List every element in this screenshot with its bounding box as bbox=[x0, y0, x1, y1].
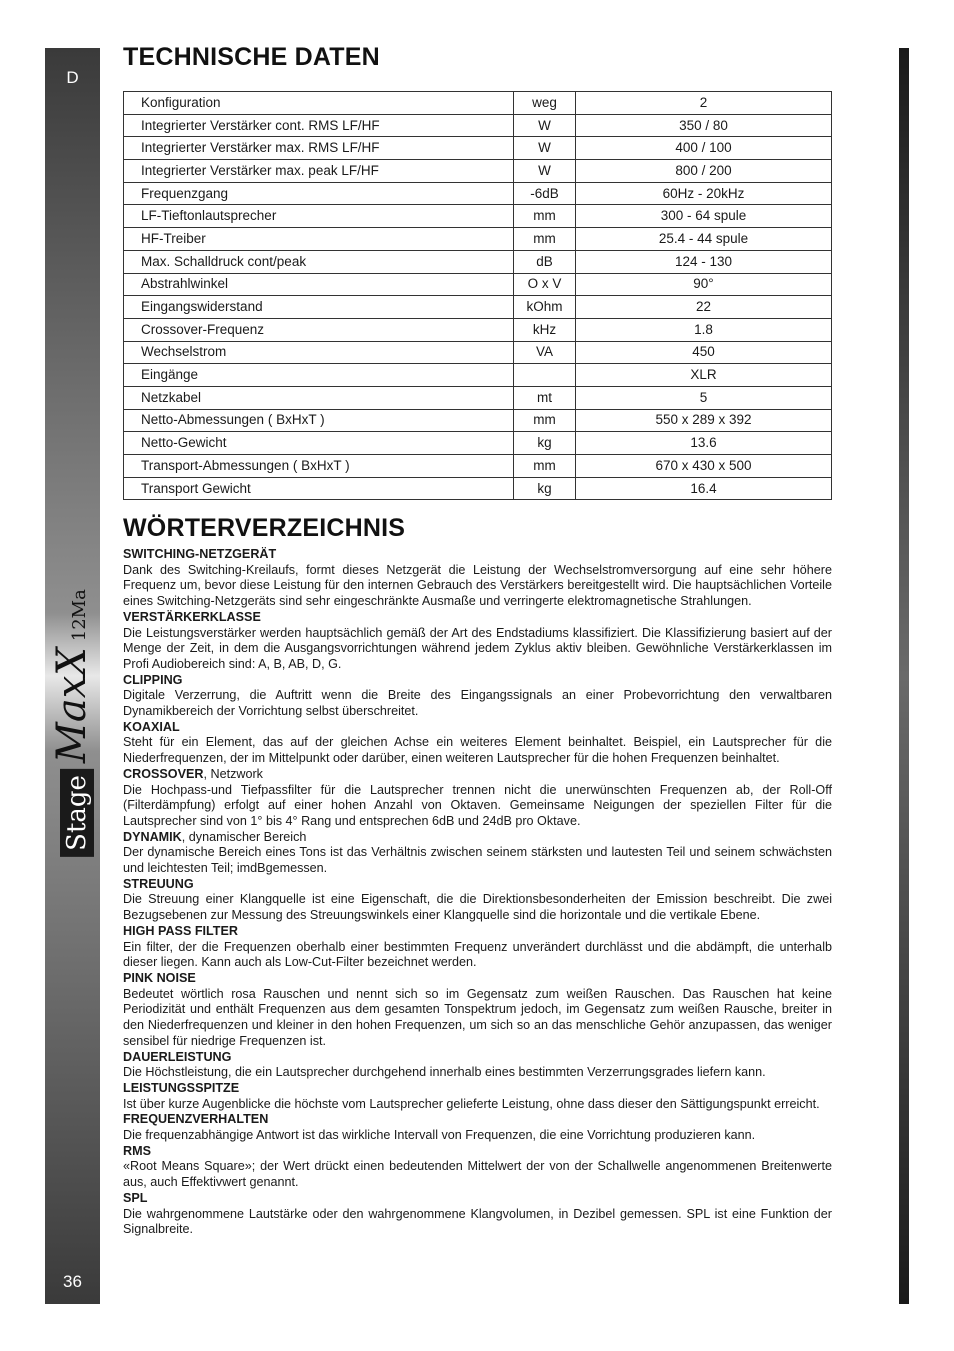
spec-param: LF-Tieftonlautsprecher bbox=[124, 205, 514, 228]
glossary-definition: Ist über kurze Augenblicke die höchste vom Lautsprecher gelieferte Leistung, ohne dass dieser den Sättigungspunkt erreicht. bbox=[123, 1096, 820, 1111]
glossary-entry bbox=[123, 1112, 832, 1143]
spec-value: 2 bbox=[576, 92, 832, 115]
glossary-term: DYNAMIK bbox=[123, 829, 182, 844]
brand-stage: Stage bbox=[60, 769, 94, 857]
glossary-definition: Die wahrgenommene Lautstärke oder den wahrgenommene Klangvolumen, in Dezibel gemessen. SPL ist eine Funktion der Signalbreite. bbox=[123, 1206, 832, 1237]
spec-row bbox=[124, 409, 832, 432]
spec-row bbox=[124, 250, 832, 273]
glossary-entry bbox=[123, 877, 832, 924]
spec-param: Netzkabel bbox=[124, 386, 514, 409]
glossary-definition: Die Streuung einer Klangquelle ist eine Eigenschaft, die die Direktionsbesonderheiten der Emission beschreibt. Die zwei Bezugsebenen zur Messung des Streuungswinkels einer Klangquelle sind die horizontale und die vertikale Ebene. bbox=[123, 892, 832, 923]
spec-unit: W bbox=[514, 114, 576, 137]
spec-param: Max. Schalldruck cont/peak bbox=[124, 250, 514, 273]
glossary-term: SPL bbox=[123, 1190, 148, 1205]
side-band bbox=[45, 48, 100, 1304]
spec-param: Netto-Abmessungen ( BxHxT ) bbox=[124, 409, 514, 432]
glossary-definition: Der dynamische Bereich eines Tons ist das Verhältnis zwischen seinem stärksten und lautesten Teil und seinem schwächsten und leichtesten Teil; imdBgemessen. bbox=[123, 845, 832, 876]
spec-value: 90° bbox=[576, 273, 832, 296]
spec-param: Integrierter Verstärker max. RMS LF/HF bbox=[124, 137, 514, 160]
spec-row bbox=[124, 386, 832, 409]
spec-value: 60Hz - 20kHz bbox=[576, 182, 832, 205]
spec-param: Eingangswiderstand bbox=[124, 296, 514, 319]
brand-logo bbox=[49, 589, 97, 851]
spec-value: 670 x 430 x 500 bbox=[576, 455, 832, 478]
spec-row bbox=[124, 205, 832, 228]
spec-unit bbox=[514, 364, 576, 387]
glossary-heading bbox=[123, 767, 832, 783]
glossary-heading bbox=[123, 1191, 832, 1207]
glossary-entry bbox=[123, 1081, 832, 1112]
specs-title: TECHNISCHE DATEN bbox=[123, 43, 380, 71]
glossary-term: DAUERLEISTUNG bbox=[123, 1049, 232, 1064]
specs-table bbox=[123, 91, 832, 500]
spec-unit: kg bbox=[514, 432, 576, 455]
glossary-definition: Digitale Verzerrung, die Auftritt wenn die Breite des Eingangssignals an einer Probevorrichtung den verwaltbaren Dynamikbereich der Vorrichtung selbst überschreitet. bbox=[123, 688, 832, 719]
glossary-entry bbox=[123, 1144, 832, 1191]
glossary-definition: «Root Means Square»; der Wert drückt einen bedeutenden Mittelwert der von der Schallwelle angenommenen Breitenwerte aus, auch Effektivwert genannt. bbox=[123, 1159, 832, 1190]
glossary-term-extra: , Netzwork bbox=[203, 766, 263, 781]
spec-value: 13.6 bbox=[576, 432, 832, 455]
glossary-entry bbox=[123, 610, 832, 673]
glossary-heading bbox=[123, 877, 832, 893]
spec-row bbox=[124, 477, 832, 500]
glossary-heading bbox=[123, 971, 832, 987]
spec-param: Crossover-Frequenz bbox=[124, 318, 514, 341]
glossary-entry bbox=[123, 830, 832, 877]
glossary-definition: Die Höchstleistung, die ein Lautsprecher durchgehend innerhalb eines bestimmten Verzerrungsgrades liefern kann. bbox=[123, 1065, 766, 1080]
glossary-term-extra: , dynamischer Bereich bbox=[181, 829, 307, 844]
glossary-term: CROSSOVER bbox=[123, 766, 204, 781]
spec-row bbox=[124, 137, 832, 160]
spec-value: 1.8 bbox=[576, 318, 832, 341]
glossary-term: SWITCHING-NETZGERÄT bbox=[123, 547, 277, 561]
spec-param: Wechselstrom bbox=[124, 341, 514, 364]
spec-unit: mt bbox=[514, 386, 576, 409]
glossary-definition: Steht für ein Element, das auf der gleichen Achse ein weiteres Element beinhaltet. Beispiel, ein Lautsprecher für die Niederfrequenzen, der im Mittelpunkt oder darüber, einen weiteren Lautsprecher für die hohen Frequenzen beinhaltet. bbox=[123, 735, 832, 766]
spec-unit: W bbox=[514, 160, 576, 183]
glossary-heading bbox=[123, 1112, 832, 1128]
glossary-entry bbox=[123, 924, 832, 971]
glossary-entry bbox=[123, 720, 832, 767]
spec-row bbox=[124, 455, 832, 478]
glossary-heading bbox=[123, 547, 832, 563]
glossary-entry bbox=[123, 1191, 832, 1238]
glossary-definition: Dank des Switching-Kreilaufs, formt dieses Netzgerät die Leistung der Wechselstromversorgung auf eine sehr höhere Frequenz um, bevor diese Leistung für den internen Gebrauch des Verstärkers bereitgestellt wird. Die hauptsächlichen Vorteile eines Switching-Netzgeräts sind sehr eingeschränkte Ausmaße und verringerte elektromagnetische Strahlungen. bbox=[123, 562, 832, 609]
spec-param: HF-Treiber bbox=[124, 228, 514, 251]
spec-row bbox=[124, 273, 832, 296]
spec-param: Transport-Abmessungen ( BxHxT ) bbox=[124, 455, 514, 478]
spec-unit: VA bbox=[514, 341, 576, 364]
spec-value: 450 bbox=[576, 341, 832, 364]
spec-param: Integrierter Verstärker max. peak LF/HF bbox=[124, 160, 514, 183]
spec-unit: mm bbox=[514, 455, 576, 478]
glossary-term: STREUUNG bbox=[123, 876, 194, 891]
spec-row bbox=[124, 92, 832, 115]
glossary-heading bbox=[123, 1050, 832, 1066]
spec-value: 5 bbox=[576, 386, 832, 409]
glossary-definition: Bedeutet wörtlich rosa Rauschen und nennt sich so im Gegensatz zum weißen Rauschen. Das Rauschen hat keine Periodizität und enthält Frequenzen aus dem gesamten Tonspektrum jedoch, im Gegensatz zum weißen Rausche, breiter in den Niederfrequenzen und kleiner in den hohen Frequenzen, um sich so an das menschliche Gehör anzupassen, das weniger sensibel für niedrige Frequenzen ist. bbox=[123, 986, 832, 1048]
glossary-entry bbox=[123, 547, 832, 610]
spec-param: Abstrahlwinkel bbox=[124, 273, 514, 296]
spec-value: 124 - 130 bbox=[576, 250, 832, 273]
spec-value: 400 / 100 bbox=[576, 137, 832, 160]
spec-unit: mm bbox=[514, 409, 576, 432]
spec-param: Konfiguration bbox=[124, 92, 514, 115]
spec-row bbox=[124, 432, 832, 455]
spec-unit: dB bbox=[514, 250, 576, 273]
glossary-definition: Ein filter, der die Frequenzen oberhalb einer bestimmten Frequenz unverändert durchlässt und die abdämpft, die unterhalb dieser liegen. Kann auch als Low-Cut-Filter bezeichnet werden. bbox=[123, 939, 832, 970]
spec-value: XLR bbox=[576, 364, 832, 387]
spec-unit: kg bbox=[514, 477, 576, 500]
spec-param: Transport Gewicht bbox=[124, 477, 514, 500]
spec-unit: O x V bbox=[514, 273, 576, 296]
glossary-entry bbox=[123, 971, 832, 1050]
spec-row bbox=[124, 114, 832, 137]
glossary-term: PINK NOISE bbox=[123, 970, 196, 985]
glossary-definition: Die Leistungsverstärker werden hauptsächlich gemäß der Art des Endstadiums klassifiziert. Die Klassifizierung basiert auf der Menge der Zeit, in dem die Ausgangsvorrichtungen während jedem Zyklus aktiv bleiben. Gewöhnliche Verstärkerklassen im Profi Audiobereich sind: A, B, AB, D, G. bbox=[123, 625, 832, 671]
glossary-entry bbox=[123, 767, 832, 830]
spec-unit: -6dB bbox=[514, 182, 576, 205]
glossary-heading bbox=[123, 1081, 832, 1097]
spec-param: Integrierter Verstärker cont. RMS LF/HF bbox=[124, 114, 514, 137]
glossary-term: CLIPPING bbox=[123, 672, 183, 687]
glossary-heading bbox=[123, 830, 832, 846]
spec-value: 25.4 - 44 spule bbox=[576, 228, 832, 251]
spec-param: Netto-Gewicht bbox=[124, 432, 514, 455]
spec-unit: kOhm bbox=[514, 296, 576, 319]
glossary-term: FREQUENZVERHALTEN bbox=[123, 1112, 269, 1127]
glossary-entry bbox=[123, 1050, 832, 1081]
glossary-term: HIGH PASS FILTER bbox=[123, 923, 238, 938]
glossary bbox=[123, 547, 832, 1238]
glossary-definition: Die frequenzabhängige Antwort ist das wirkliche Intervall von Frequenzen, die eine Vorrichtung produzieren kann. bbox=[123, 1128, 756, 1143]
spec-row bbox=[124, 160, 832, 183]
glossary-heading bbox=[123, 610, 832, 626]
language-label: D bbox=[66, 68, 79, 87]
spec-row bbox=[124, 296, 832, 319]
spec-unit: mm bbox=[514, 228, 576, 251]
spec-unit: W bbox=[514, 137, 576, 160]
spec-value: 550 x 289 x 392 bbox=[576, 409, 832, 432]
glossary-heading bbox=[123, 1144, 832, 1160]
glossary-term: RMS bbox=[123, 1143, 151, 1158]
spec-param: Eingänge bbox=[124, 364, 514, 387]
spec-unit: kHz bbox=[514, 318, 576, 341]
spec-value: 22 bbox=[576, 296, 832, 319]
glossary-entry bbox=[123, 673, 832, 720]
glossary-definition: Die Hochpass-und Tiefpassfilter für die Lautsprecher trennen nicht die unerwünschten Frequenzen ab, der Roll-Off (Filterdämpfung) erfolgt auf einer hohen Anzahl von Oktaven. Gemeinsame Neigungen der speziellen Filter für die Lautsprecher sind von 1° bis 4° Rang und entsprechen 6dB und 24dB pro Oktave. bbox=[123, 782, 832, 828]
brand-maxx: MaxX bbox=[49, 647, 95, 764]
brand-model: 12Ma bbox=[69, 589, 90, 642]
glossary-term: KOAXIAL bbox=[123, 719, 180, 734]
spec-row bbox=[124, 364, 832, 387]
spec-value: 16.4 bbox=[576, 477, 832, 500]
page-number: 36 bbox=[63, 1272, 82, 1291]
spec-row bbox=[124, 182, 832, 205]
glossary-heading bbox=[123, 720, 832, 736]
spec-row bbox=[124, 341, 832, 364]
spec-unit: mm bbox=[514, 205, 576, 228]
glossary-heading bbox=[123, 924, 832, 940]
glossary-term: VERSTÄRKERKLASSE bbox=[123, 609, 261, 624]
glossary-title: WÖRTERVERZEICHNIS bbox=[123, 514, 406, 542]
spec-row bbox=[124, 228, 832, 251]
spec-value: 350 / 80 bbox=[576, 114, 832, 137]
spec-value: 300 - 64 spule bbox=[576, 205, 832, 228]
glossary-heading bbox=[123, 673, 832, 689]
glossary-term: LEISTUNGSSPITZE bbox=[123, 1080, 240, 1095]
spec-unit: weg bbox=[514, 92, 576, 115]
spec-param: Frequenzgang bbox=[124, 182, 514, 205]
spec-row bbox=[124, 318, 832, 341]
spec-value: 800 / 200 bbox=[576, 160, 832, 183]
right-edge-bar bbox=[899, 48, 909, 1304]
